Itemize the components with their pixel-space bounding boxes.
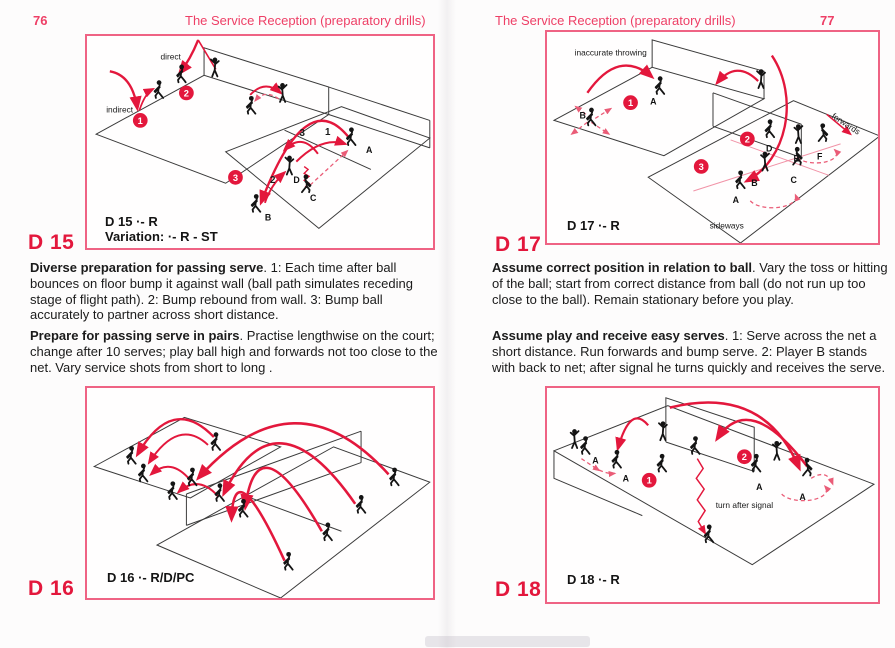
d15-description-rest: . 1: Each time after ball bounces on floor bump it against wall (ball path simulates receding stage of flight path). 2: Bump rebound from wall. 3: Bump ball accurately to partner across short distance. [30,260,413,323]
d15-label-direct: direct [160,51,181,62]
d18-letter-a1: A [592,455,599,466]
d17-letter-b1: B [579,110,586,121]
d15-circle-1: 1 [137,115,143,126]
d15-step-numbers [133,86,243,185]
d17-circle-1: 1 [627,98,634,109]
d15-letter-d: D [293,175,300,186]
d18-label: D 18 [495,578,542,601]
d18-description-lead: Assume play and receive easy serves [492,328,725,343]
d16-caption-line1: D 16 ·- R/D/PC [107,570,195,585]
d16-description-lead: Prepare for passing serve in pairs [30,328,240,343]
d17-letter-c: C [790,175,797,186]
d18-letter-a4: A [799,491,806,502]
d15-description-lead: Diverse preparation for passing serve [30,260,264,275]
d18-letter-a2: A [622,473,630,484]
d17-letter-a2: A [732,194,740,205]
d17-letter-e: E [793,153,800,164]
d17-caption-line1: D 17 ·- R [567,218,620,233]
page-number-right: 77 [820,13,835,28]
d17-circle-2: 2 [744,134,750,145]
running-title-right: The Service Reception (preparatory drills) [495,13,736,28]
d18-letter-a3: A [756,482,763,493]
d16-label: D 16 [28,577,75,600]
d17-diagram [547,32,878,243]
d17-letter-a1: A [650,96,657,107]
d15-letter-c: C [310,192,317,203]
d17-label-inaccurate-throwing: inaccurate throwing [574,47,647,58]
d18-players [571,421,812,542]
d17-description-lead: Assume correct position in relation to ball [492,260,753,275]
d15-court-lines [96,48,430,229]
figure-d15 [85,34,435,250]
d18-label-turn-after-signal: turn after signal [715,499,774,510]
d18-diagram [547,388,878,602]
d15-circle-2: 2 [183,88,189,99]
d15-caption-line2: Variation: ·- R - ST [105,229,218,244]
d18-circle-2: 2 [741,452,747,463]
d15-circle-3: 3 [232,172,239,183]
d17-circle-3: 3 [698,161,704,172]
d17-description-rest: . Vary the toss or hitting of the ball; start from correct distance from ball (do not run up too close to the ball). Remain stationary before you play. [492,260,888,307]
d15-description [30,260,438,323]
page-76 [0,0,447,648]
d18-description-rest: . 1: Serve across the net a short distance. Run forwards and bump serve. 2: Player B stands with back to net; after signal he turns quickly and receives the serve. [492,328,886,375]
d18-ball-paths [581,402,832,533]
d15-num-2: 2 [270,175,276,187]
horizontal-scrollbar[interactable] [425,636,590,647]
d17-step-numbers [623,95,755,174]
d16-description [30,328,438,375]
figure-d16 [85,386,435,600]
d15-letter-b: B [264,212,272,223]
d17-description [492,260,892,307]
d15-label: D 15 [28,231,75,254]
d17-letter-d: D [765,143,773,154]
d15-letter-a: A [366,144,373,155]
d18-court-lines [554,398,874,565]
d17-court-lines [554,40,878,243]
page-77 [447,0,895,648]
d17-letter-f: F [817,151,823,162]
page-number-left: 76 [33,13,48,28]
d17-label: D 17 [495,233,542,256]
d15-caption-line1: D 15 ·- R [105,214,158,229]
d16-diagram [87,388,433,598]
d17-label-forwards: forwards [830,110,863,137]
figure-d18 [545,386,880,604]
d16-ball-paths [137,419,388,561]
d15-num-1: 1 [324,127,331,139]
d17-label-sideways: sideways [709,220,744,231]
d18-caption-line1: D 18 ·- R [567,572,620,587]
d16-players [127,432,399,569]
d15-num-3: 3 [299,128,305,140]
d18-description [492,328,892,375]
running-title-left: The Service Reception (preparatory drills) [185,13,426,28]
d17-letter-b2: B [751,178,758,189]
d15-diagram [87,36,433,248]
d16-description-rest: . Practise lengthwise on the court; change after 10 serves; play ball high and forwards not too close to the net. Vary service shots from short to long . [30,328,438,375]
d15-label-indirect: indirect [106,104,134,115]
figure-d17 [545,30,880,245]
d18-circle-1: 1 [646,475,652,486]
